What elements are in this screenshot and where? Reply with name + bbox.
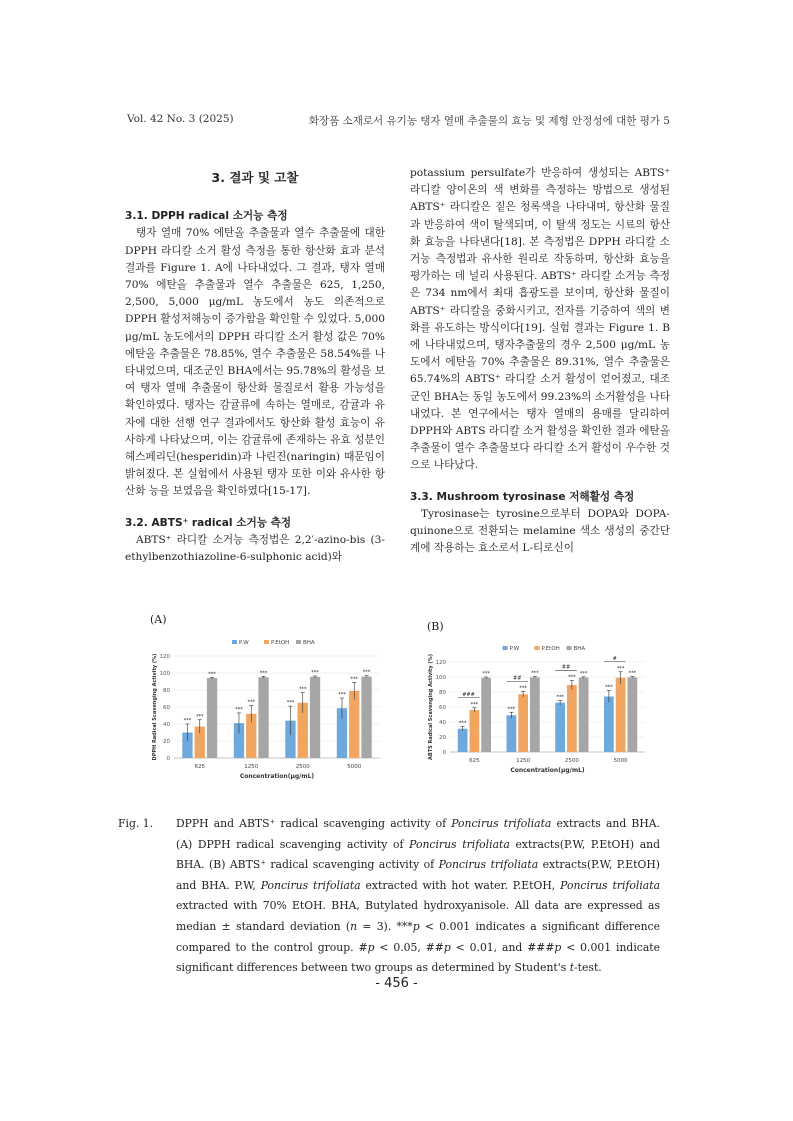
legend-swatch-bha [296, 640, 301, 644]
significance-label: *** [362, 669, 371, 676]
y-tick-label: 100 [159, 671, 170, 677]
legend-label: BHA [303, 640, 315, 646]
section-title: 3. 결과 및 고찰 [211, 170, 299, 185]
dpph-paragraph: 탱자 열매 70% 에탄올 추출물과 열수 추출물에 대한 DPPH 라디칼 소거 활성 측정을 통한 항산화 효과 분석 결과를 Figure 1. A에 나타내었다. 그 결과, 탱자 열매 70% 에탄올 추출물과 열수 추출물은 625, 1,250, 2,500, 5,000 μg/mL 농도에서 농도 의존적으로 DPPH 활성저해능이 증가함을 확인할 수 있었다. 5,000 μg/mL 농도에서의 DPPH 라디칼 소거 활성 값은 70% 에탄올 추출물은 78.85%, 열수 추출물은 58.54%를 나타내었으며, 대조군인 BHA에서는 95.78%의 활성을 보여 탱자 열매 추출물이 항산화 물질로서 활용 가능성을 확인하였다. 탱자는 감귤류에 속하는 열매로, 감귤과 유자에 대한 선행 연구 결과에서도 항산화 활성 효능이 유사하게 나타났으며, 이는 감귤류에 존재하는 유효 성분인 헤스페리딘(hesperidin)과 나린진(naringin) 때문임이 밝혀졌다. 본 실험에서 사용된 탱자 또한 이와 유사한 항산화 능을 보였음을 확인하였다[15-17]. [125, 227, 385, 498]
significance-label: *** [311, 669, 319, 676]
significance-label: *** [259, 670, 268, 677]
abts-chart [420, 640, 650, 780]
figure-label-b: (B) [427, 620, 444, 633]
y-tick-label: 80 [163, 688, 170, 694]
bar-petoh-2500 [567, 685, 577, 752]
y-tick-label: 20 [163, 739, 170, 745]
y-tick-label: 40 [439, 720, 446, 726]
right-column [410, 165, 670, 557]
figure-caption: Fig. 1. DPPH and ABTS⁺ radical scavenging activity of Poncirus trifoliata extracts and BHA. (A) DPPH radical scavenging activity of Poncirus trifoliata extracts(P.W, P.EtOH) and BHA. (B) ABTS⁺ radical scavenging activity of Poncirus trifoliata extracts(P.W, P.EtOH) and BHA. P.W, Poncirus trifoliata extracted with hot water. P.EtOH, Poncirus trifoliata extracted with 70% EtOH. BHA, Butylated hydroxyanisole. All data are expressed as median ± standard deviation (n = 3). ***p < 0.001 indicates a significant difference compared to the control group. #p < 0.05, ##p < 0.01, and ###p < 0.001 indicate significant differences between two groups as determined by Student's t-test. [176, 814, 660, 979]
legend-swatch-pw [232, 640, 237, 644]
x-tick-label: 5000 [347, 764, 362, 770]
bar-pw-625 [458, 729, 468, 752]
y-tick-label: 120 [159, 654, 170, 660]
legend-swatch-petoh [264, 640, 269, 644]
y-axis-title: DPPH Radical Scavenging Activity (%) [152, 653, 158, 761]
dpph-chart [140, 632, 390, 782]
y-tick-label: 80 [439, 690, 446, 696]
legend-label: P.W [509, 646, 520, 652]
significance-label: *** [556, 694, 564, 701]
y-tick-label: 0 [166, 756, 170, 762]
y-tick-label: 60 [163, 705, 170, 711]
legend-swatch-pw [503, 646, 508, 650]
significance-label: *** [247, 699, 255, 706]
x-tick-label: 5000 [613, 758, 628, 764]
figure-label-a: (A) [150, 613, 167, 626]
legend-label: P.EtOH [271, 640, 290, 646]
x-tick-label: 625 [194, 764, 205, 770]
x-axis-title: Concentration(μg/mL) [510, 767, 585, 774]
significance-label: *** [235, 706, 243, 713]
significance-label: *** [531, 670, 539, 677]
bar-petoh-1250 [518, 694, 528, 752]
abts-intro-paragraph: ABTS⁺ 라디칼 소거능 측정법은 2,2′-azino-bis (3-ethylbenzothiazoline-6-sulphonic acid)와 [125, 533, 385, 564]
x-tick-label: 1250 [244, 764, 259, 770]
x-tick-label: 1250 [516, 758, 531, 764]
bar-bha-2500 [310, 677, 320, 758]
significance-label: *** [196, 713, 204, 720]
page-number: - 456 - [375, 976, 418, 991]
bar-pw-2500 [555, 703, 565, 752]
significance-label: *** [286, 700, 295, 707]
significance-label: *** [616, 665, 625, 672]
caption-label: Fig. 1. [118, 817, 154, 830]
legend-label: BHA [573, 646, 586, 652]
significance-label: *** [628, 670, 637, 677]
bar-petoh-5000 [349, 691, 359, 758]
running-title: 화장품 소재로서 유기농 탱자 열매 추출물의 효능 및 제형 안정성에 대한 평가 5 [308, 115, 670, 127]
tyrosinase-paragraph: Tyrosinase는 tyrosine으로부터 DOPA와 DOPA-quinone으로 전환되는 melamine 색소 생성의 중간단계에 작용하는 효소로서 L-티로신이 [410, 507, 670, 555]
bar-petoh-625 [470, 710, 480, 752]
significance-label: *** [579, 670, 588, 677]
legend-label: P.EtOH [541, 646, 560, 652]
significance-label: *** [299, 686, 307, 693]
y-tick-label: 20 [439, 735, 446, 741]
significance-label: *** [208, 671, 216, 678]
significance-label: *** [519, 685, 527, 692]
subsection-dpph-title: 3.1. DPPH radical 소거능 측정 [125, 210, 288, 223]
bar-bha-5000 [361, 677, 371, 758]
significance-label: *** [568, 674, 576, 681]
journal-volume: Vol. 42 No. 3 (2025) [127, 113, 234, 125]
subsection-abts-title: 3.2. ABTS⁺ radical 소거능 측정 [125, 516, 292, 529]
bar-pw-1250 [507, 715, 517, 752]
left-column [125, 165, 385, 566]
x-tick-label: 2500 [564, 758, 579, 764]
significance-label: *** [458, 720, 467, 727]
bar-bha-1250 [258, 677, 268, 758]
significance-label: *** [605, 684, 613, 691]
significance-label: *** [350, 676, 358, 683]
significance-label: *** [507, 706, 516, 713]
significance-label: *** [183, 718, 192, 724]
bar-petoh-5000 [616, 678, 626, 752]
bar-bha-2500 [579, 678, 589, 752]
bracket-label: ## [561, 664, 571, 671]
bar-bha-625 [207, 678, 217, 758]
significance-label: *** [470, 701, 479, 708]
legend-swatch-bha [567, 646, 572, 650]
running-header [127, 113, 670, 125]
significance-label: *** [338, 692, 346, 699]
bar-bha-5000 [628, 677, 638, 752]
x-axis-title: Concentration(μg/mL) [239, 773, 315, 780]
bracket-label: ## [513, 675, 522, 682]
bar-bha-1250 [530, 677, 540, 752]
bar-pw-5000 [604, 697, 614, 753]
y-tick-label: 60 [439, 705, 446, 711]
y-tick-label: 120 [435, 660, 446, 666]
significance-label: *** [482, 671, 490, 677]
abts-paragraph: potassium persulfate가 반응하여 생성되는 ABTS⁺ 라디칼 양이온의 색 변화를 측정하는 방법으로 생성된 ABTS⁺ 라디칼은 짙은 청록색을 나타내며, 항산화 물질과 반응하여 색이 탈색되며, 이 탈색 정도는 시료의 항산화 효능을 나타낸다[18]. 본 측정법은 DPPH 라디칼 소거능 측정법과 유사한 원리로 작동하며, 항산화 효능을 평가하는 데 널리 사용된다. ABTS⁺ 라디칼 소거능 측정은 734 nm에서 최대 흡광도를 보이며, 항산화 물질이 ABTS⁺ 라디칼을 중화시키고, 전자를 기증하여 색의 변화를 유도하는 방식이다[19]. 실험 결과는 Figure 1. B에 나타내었으며, 탱자추출물의 경우 2,500 μg/mL 농도에서 에탄올 70% 추출물은 89.31%, 열수 추출물은 65.74%의 ABTS⁺ 라디칼 소거 활성이 얻어졌고, 대조군인 BHA는 동일 농도에서 99.23%의 소거활성을 나타내었다. 본 연구에서는 탱자 열매의 용매를 달리하여 DPPH와 ABTS 라디칼 소거 활성을 확인한 결과 에탄올 추출물이 열수 추출물보다 라디칼 소거 활성이 우수한 것으로 나타났다. [410, 167, 670, 472]
subsection-tyrosinase-title: 3.3. Mushroom tyrosinase 저해활성 측정 [410, 490, 635, 503]
bracket-label: # [612, 655, 617, 662]
legend-label: P.W [239, 640, 249, 646]
x-tick-label: 625 [469, 758, 480, 764]
y-tick-label: 100 [435, 675, 446, 681]
x-tick-label: 2500 [295, 764, 310, 770]
bracket-label: ### [462, 691, 475, 698]
legend-swatch-petoh [535, 646, 540, 650]
y-tick-label: 0 [442, 750, 446, 756]
y-axis-title: ABTS Radical Scavenging Activity (%) [428, 654, 434, 760]
y-tick-label: 40 [163, 722, 170, 728]
bar-bha-625 [481, 678, 491, 752]
